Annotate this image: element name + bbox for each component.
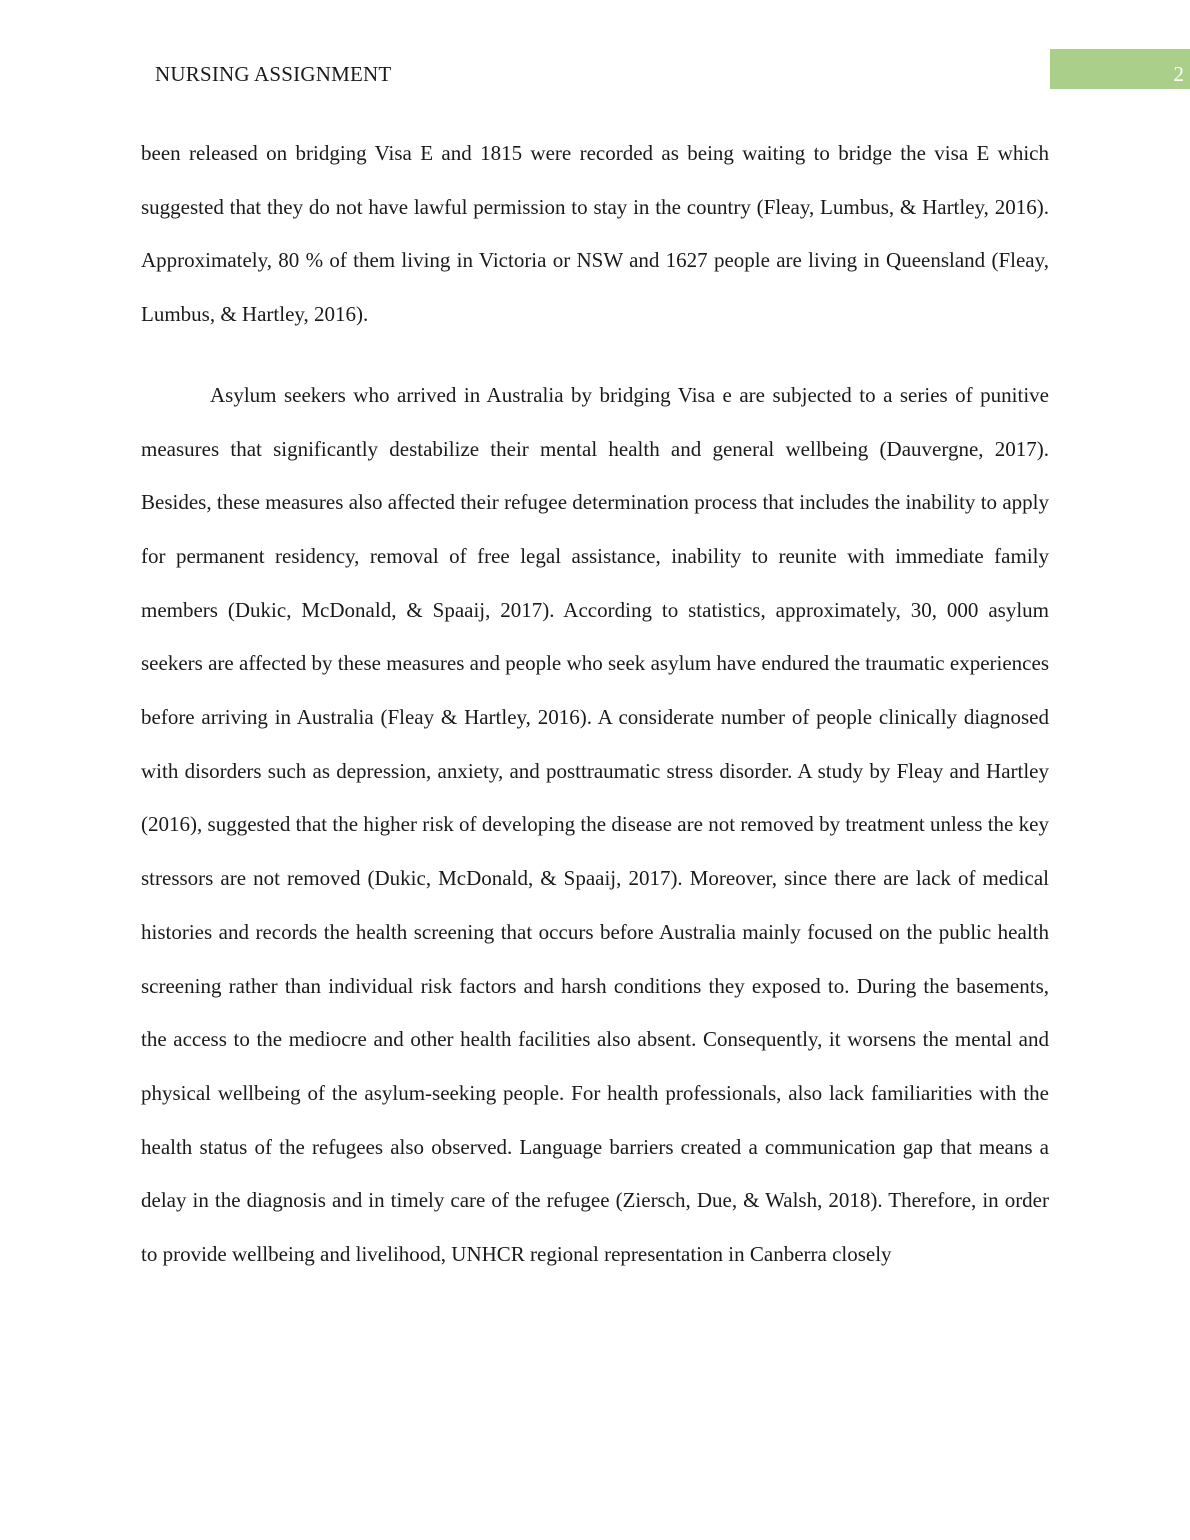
paragraph-continued: been released on bridging Visa E and 1815 were recorded as being waiting to bridge the visa E which suggested that they do not have lawful permission to stay in the country (Fleay, Lumbus, & Hartley, 2016). Approximately, 80 % of them living in Victoria or NSW and 1627 people are living in Queensland (Fleay, Lumbus, & Hartley, 2016). bbox=[141, 141, 1049, 327]
paragraph-asylum-seekers: Asylum seekers who arrived in Australia by bridging Visa e are subjected to a series of punitive measures that significantly destabilize their mental health and general wellbeing (Dauvergne, 2017). Besides, these measures also affected their refugee determination process that includes the inability to apply for permanent residency, removal of free legal assistance, inability to reunite with immediate family members (Dukic, McDonald, & Spaaij, 2017). According to statistics, approximately, 30, 000 asylum seekers are affected by these measures and people who seek asylum have endured the traumatic experiences before arriving in Australia (Fleay & Hartley, 2016). A considerate number of people clinically diagnosed with disorders such as depression, anxiety, and posttraumatic stress disorder. A study by Fleay and Hartley (2016), suggested that the higher risk of developing the disease are not removed by treatment unless the key stressors are not removed (Dukic, McDonald, & Spaaij, 2017). Moreover, since there are lack of medical histories and records the health screening that occurs before Australia mainly focused on the public health screening rather than individual risk factors and harsh conditions they exposed to. During the basements, the access to the mediocre and other health facilities also absent. Consequently, it worsens the mental and physical wellbeing of the asylum-seeking people. For health professionals, also lack familiarities with the health status of the refugees also observed. Language barriers created a communication gap that means a delay in the diagnosis and in timely care of the refugee (Ziersch, Due, & Walsh, 2018). Therefore, in order to provide wellbeing and livelihood, UNHCR regional representation in Canberra closely bbox=[141, 382, 1049, 1267]
running-head-title: NURSING ASSIGNMENT bbox=[155, 62, 392, 86]
document-body bbox=[141, 127, 1049, 1282]
page-number-badge bbox=[1050, 49, 1190, 89]
page-number: 2 bbox=[1173, 62, 1184, 86]
